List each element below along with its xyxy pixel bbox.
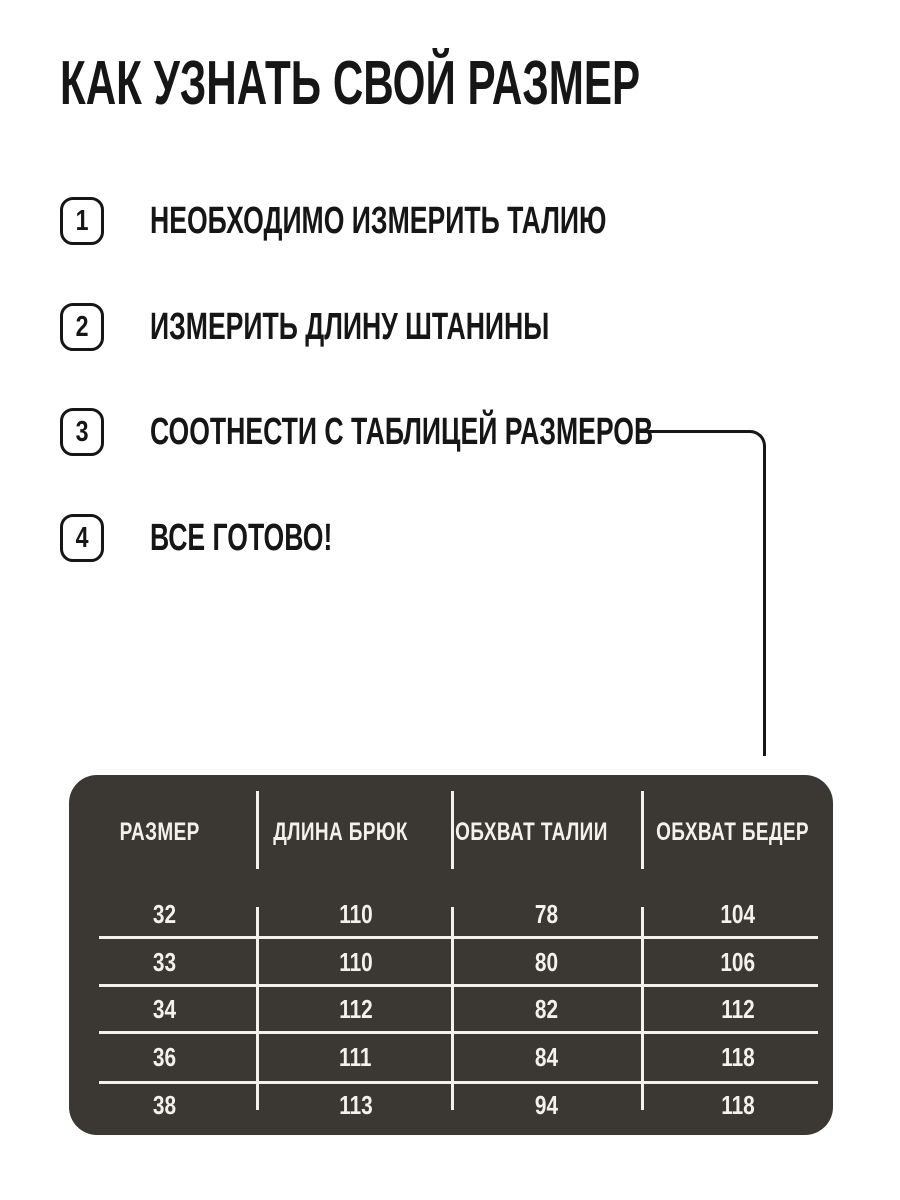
cell-value: 112: [338, 994, 373, 1025]
cell-value: 110: [338, 899, 373, 930]
step-1-label: [150, 197, 802, 245]
step-4-number: 4: [75, 521, 89, 554]
cell-size: [69, 939, 260, 987]
header-label-waist: ОБХВАТ ТАЛИИ: [455, 817, 608, 846]
cell-value: 78: [534, 899, 559, 930]
step-4-label-text: ВСЕ ГОТОВО!: [150, 517, 333, 559]
cell-waist: [451, 1034, 642, 1082]
step-row-2: [60, 303, 720, 351]
page-title: [60, 49, 900, 118]
cell-hips: [642, 1034, 833, 1082]
cell-value: 104: [720, 899, 755, 930]
cell-value: 84: [534, 1042, 559, 1073]
cell-value: 113: [338, 1089, 373, 1120]
step-1-number: 1: [75, 204, 89, 237]
cell-hips: [642, 939, 833, 987]
step-2-number-badge: [60, 303, 104, 351]
step-row-4: [60, 514, 410, 562]
cell-length: [260, 1081, 451, 1129]
step-1-number-badge: [60, 197, 104, 245]
cell-value: 80: [534, 946, 559, 977]
table-row: [69, 1034, 833, 1082]
step-2-label: [150, 303, 720, 351]
table-row: [69, 939, 833, 987]
cell-value: 94: [534, 1089, 559, 1120]
cell-value: 32: [152, 899, 177, 930]
cell-value: 110: [338, 946, 373, 977]
cell-waist: [451, 939, 642, 987]
step-4-number-badge: [60, 514, 104, 562]
cell-length: [260, 939, 451, 987]
cell-hips: [642, 986, 833, 1034]
cell-hips: [642, 891, 833, 939]
header-cell-length: [250, 775, 431, 889]
cell-value: 38: [152, 1089, 177, 1120]
cell-value: 111: [339, 1042, 372, 1073]
cell-value: 33: [152, 946, 177, 977]
step-3-number: 3: [75, 415, 89, 448]
table-row: [69, 1081, 833, 1129]
cell-length: [260, 1034, 451, 1082]
cell-size: [69, 1034, 260, 1082]
step-2-label-text: ИЗМЕРИТЬ ДЛИНУ ШТАНИНЫ: [150, 306, 550, 348]
cell-value: 36: [152, 1042, 177, 1073]
header-label-hips: ОБХВАТ БЕДЕР: [656, 817, 809, 846]
cell-size: [69, 1081, 260, 1129]
cell-value: 118: [720, 1042, 755, 1073]
header-divider: [451, 791, 454, 869]
page-title-text: КАК УЗНАТЬ СВОЙ РАЗМЕР: [60, 49, 641, 118]
connector-line: [638, 430, 766, 756]
step-3-label-text: СООТНЕСТИ С ТАБЛИЦЕЙ РАЗМЕРОВ: [150, 411, 654, 453]
table-row: [69, 986, 833, 1034]
table-row: [69, 891, 833, 939]
cell-value: 112: [720, 994, 755, 1025]
step-2-number: 2: [75, 310, 89, 343]
step-3-number-badge: [60, 408, 104, 456]
header-cell-waist: [431, 775, 632, 889]
step-row-1: [60, 197, 802, 245]
cell-waist: [451, 1081, 642, 1129]
header-cell-hips: [632, 775, 833, 889]
cell-value: 118: [720, 1089, 755, 1120]
cell-waist: [451, 891, 642, 939]
cell-length: [260, 891, 451, 939]
cell-waist: [451, 986, 642, 1034]
step-1-label-text: НЕОБХОДИМО ИЗМЕРИТЬ ТАЛИЮ: [150, 200, 607, 242]
header-divider: [641, 791, 644, 869]
size-table: [69, 775, 833, 1135]
step-4-label: [150, 514, 410, 562]
cell-value: 106: [720, 946, 755, 977]
cell-length: [260, 986, 451, 1034]
cell-hips: [642, 1081, 833, 1129]
header-label-length: ДЛИНА БРЮК: [273, 817, 408, 846]
cell-value: 34: [152, 994, 177, 1025]
header-divider: [256, 791, 259, 869]
cell-value: 82: [534, 994, 559, 1025]
cell-size: [69, 891, 260, 939]
size-table-body: [69, 891, 833, 1129]
header-label-size: РАЗМЕР: [119, 817, 200, 846]
cell-size: [69, 986, 260, 1034]
header-cell-size: [69, 775, 250, 889]
